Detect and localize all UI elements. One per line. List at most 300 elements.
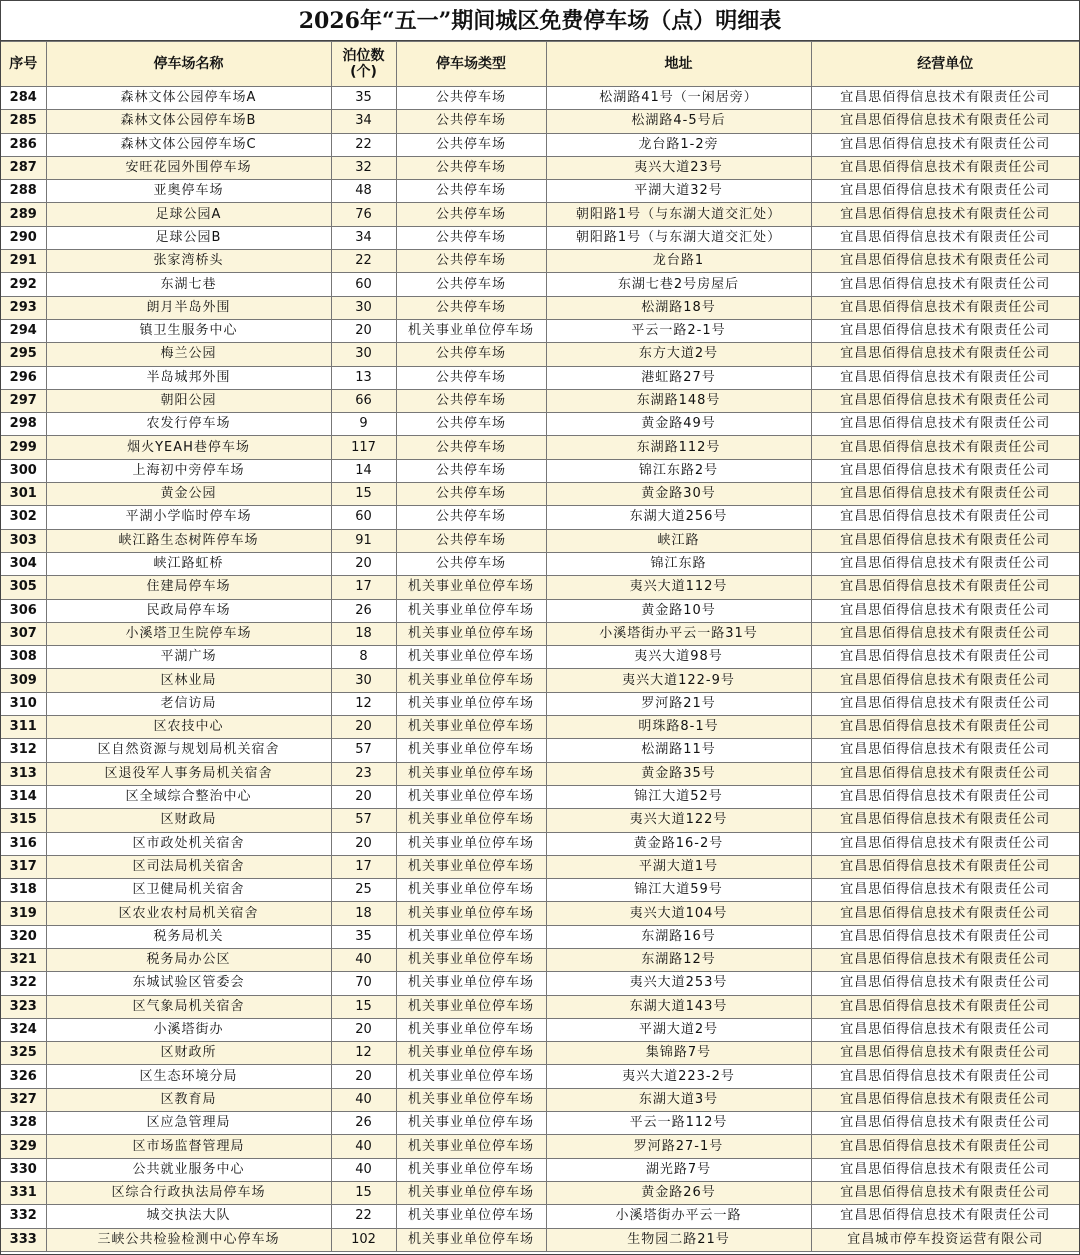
table-row — [1, 180, 1079, 203]
cell-spaces: 91 — [331, 529, 396, 552]
cell-operator: 宜昌思佰得信息技术有限责任公司 — [811, 809, 1079, 832]
cell-spaces: 26 — [331, 599, 396, 622]
cell-index: 303 — [1, 529, 46, 552]
table-row — [1, 459, 1079, 482]
cell-operator: 宜昌思佰得信息技术有限责任公司 — [811, 832, 1079, 855]
cell-name: 老信访局 — [46, 692, 331, 715]
table-row — [1, 156, 1079, 179]
cell-type: 机关事业单位停车场 — [396, 762, 546, 785]
cell-spaces: 48 — [331, 180, 396, 203]
table-row — [1, 529, 1079, 552]
cell-name: 镇卫生服务中心 — [46, 319, 331, 342]
cell-type: 机关事业单位停车场 — [396, 1065, 546, 1088]
cell-index: 310 — [1, 692, 46, 715]
table-row — [1, 669, 1079, 692]
cell-spaces: 32 — [331, 156, 396, 179]
cell-spaces: 57 — [331, 739, 396, 762]
cell-type: 机关事业单位停车场 — [396, 1088, 546, 1111]
cell-address: 锦江大道52号 — [546, 785, 811, 808]
table-row — [1, 646, 1079, 669]
table-row — [1, 1065, 1079, 1088]
cell-operator: 宜昌思佰得信息技术有限责任公司 — [811, 180, 1079, 203]
cell-operator: 宜昌思佰得信息技术有限责任公司 — [811, 389, 1079, 412]
cell-spaces: 30 — [331, 343, 396, 366]
cell-spaces: 40 — [331, 1158, 396, 1181]
cell-operator: 宜昌思佰得信息技术有限责任公司 — [811, 529, 1079, 552]
table-row — [1, 389, 1079, 412]
cell-index: 317 — [1, 855, 46, 878]
cell-type: 机关事业单位停车场 — [396, 716, 546, 739]
cell-address: 夷兴大道122号 — [546, 809, 811, 832]
cell-spaces: 66 — [331, 389, 396, 412]
cell-address: 小溪塔街办平云一路31号 — [546, 622, 811, 645]
cell-operator: 宜昌思佰得信息技术有限责任公司 — [811, 87, 1079, 110]
table-row — [1, 855, 1079, 878]
cell-operator: 宜昌思佰得信息技术有限责任公司 — [811, 459, 1079, 482]
cell-name: 区退役军人事务局机关宿舍 — [46, 762, 331, 785]
cell-type: 机关事业单位停车场 — [396, 995, 546, 1018]
cell-operator: 宜昌思佰得信息技术有限责任公司 — [811, 203, 1079, 226]
cell-type: 机关事业单位停车场 — [396, 925, 546, 948]
cell-index: 326 — [1, 1065, 46, 1088]
cell-index: 289 — [1, 203, 46, 226]
cell-address: 黄金路26号 — [546, 1181, 811, 1204]
cell-operator: 宜昌思佰得信息技术有限责任公司 — [811, 739, 1079, 762]
cell-type: 机关事业单位停车场 — [396, 576, 546, 599]
cell-index: 327 — [1, 1088, 46, 1111]
cell-address: 夷兴大道223-2号 — [546, 1065, 811, 1088]
cell-address: 松湖路11号 — [546, 739, 811, 762]
cell-type: 公共停车场 — [396, 529, 546, 552]
cell-operator: 宜昌思佰得信息技术有限责任公司 — [811, 1018, 1079, 1041]
cell-address: 夷兴大道253号 — [546, 972, 811, 995]
header-spaces — [331, 42, 396, 87]
table-row — [1, 506, 1079, 529]
cell-spaces: 15 — [331, 995, 396, 1018]
cell-address: 小溪塔街办平云一路 — [546, 1205, 811, 1228]
cell-address: 集锦路7号 — [546, 1042, 811, 1065]
cell-spaces: 12 — [331, 1042, 396, 1065]
table-row — [1, 576, 1079, 599]
cell-name: 区林业局 — [46, 669, 331, 692]
cell-address: 朝阳路1号（与东湖大道交汇处） — [546, 226, 811, 249]
cell-index: 323 — [1, 995, 46, 1018]
cell-spaces: 17 — [331, 576, 396, 599]
table-row — [1, 413, 1079, 436]
cell-spaces: 30 — [331, 296, 396, 319]
cell-index: 290 — [1, 226, 46, 249]
cell-name: 区市场监督管理局 — [46, 1135, 331, 1158]
cell-spaces: 22 — [331, 133, 396, 156]
cell-spaces: 34 — [331, 226, 396, 249]
cell-spaces: 20 — [331, 1065, 396, 1088]
cell-name: 朗月半岛外围 — [46, 296, 331, 319]
table-row — [1, 552, 1079, 575]
cell-operator: 宜昌思佰得信息技术有限责任公司 — [811, 879, 1079, 902]
cell-name: 峡江路生态树阵停车场 — [46, 529, 331, 552]
cell-name: 公共就业服务中心 — [46, 1158, 331, 1181]
cell-index: 315 — [1, 809, 46, 832]
cell-name: 区市政处机关宿舍 — [46, 832, 331, 855]
cell-spaces: 20 — [331, 716, 396, 739]
cell-type: 机关事业单位停车场 — [396, 599, 546, 622]
cell-spaces: 60 — [331, 506, 396, 529]
cell-type: 公共停车场 — [396, 459, 546, 482]
cell-type: 公共停车场 — [396, 87, 546, 110]
cell-address: 平云一路112号 — [546, 1112, 811, 1135]
cell-address: 龙台路1-2旁 — [546, 133, 811, 156]
cell-type: 公共停车场 — [396, 413, 546, 436]
cell-operator: 宜昌思佰得信息技术有限责任公司 — [811, 1042, 1079, 1065]
cell-type: 机关事业单位停车场 — [396, 622, 546, 645]
cell-name: 森林文体公园停车场A — [46, 87, 331, 110]
table-row — [1, 692, 1079, 715]
cell-spaces: 20 — [331, 785, 396, 808]
cell-spaces: 20 — [331, 1018, 396, 1041]
cell-spaces: 76 — [331, 203, 396, 226]
cell-name: 税务局机关 — [46, 925, 331, 948]
cell-index: 332 — [1, 1205, 46, 1228]
cell-address: 朝阳路1号（与东湖大道交汇处） — [546, 203, 811, 226]
table-row — [1, 226, 1079, 249]
cell-operator: 宜昌思佰得信息技术有限责任公司 — [811, 343, 1079, 366]
cell-index: 294 — [1, 319, 46, 342]
cell-name: 区农业农村局机关宿舍 — [46, 902, 331, 925]
table-row — [1, 622, 1079, 645]
table-row — [1, 133, 1079, 156]
cell-spaces: 40 — [331, 1135, 396, 1158]
cell-name: 区财政所 — [46, 1042, 331, 1065]
cell-operator: 宜昌思佰得信息技术有限责任公司 — [811, 646, 1079, 669]
cell-index: 305 — [1, 576, 46, 599]
cell-operator: 宜昌思佰得信息技术有限责任公司 — [811, 972, 1079, 995]
cell-index: 312 — [1, 739, 46, 762]
table-row — [1, 879, 1079, 902]
cell-type: 公共停车场 — [396, 506, 546, 529]
table-row — [1, 296, 1079, 319]
cell-operator: 宜昌思佰得信息技术有限责任公司 — [811, 1158, 1079, 1181]
cell-spaces: 20 — [331, 552, 396, 575]
cell-name: 峡江路虹桥 — [46, 552, 331, 575]
cell-index: 322 — [1, 972, 46, 995]
table-row — [1, 1042, 1079, 1065]
cell-name: 区气象局机关宿舍 — [46, 995, 331, 1018]
cell-type: 机关事业单位停车场 — [396, 739, 546, 762]
cell-type: 公共停车场 — [396, 110, 546, 133]
cell-name: 森林文体公园停车场C — [46, 133, 331, 156]
cell-type: 公共停车场 — [396, 366, 546, 389]
cell-operator: 宜昌城市停车投资运营有限公司 — [811, 1228, 1079, 1251]
table-row — [1, 87, 1079, 110]
cell-address: 锦江东路2号 — [546, 459, 811, 482]
cell-name: 农发行停车场 — [46, 413, 331, 436]
table-row — [1, 972, 1079, 995]
cell-address: 夷兴大道98号 — [546, 646, 811, 669]
table-row — [1, 716, 1079, 739]
cell-type: 机关事业单位停车场 — [396, 972, 546, 995]
cell-address: 松湖路4-5号后 — [546, 110, 811, 133]
cell-operator: 宜昌思佰得信息技术有限责任公司 — [811, 436, 1079, 459]
cell-type: 机关事业单位停车场 — [396, 646, 546, 669]
cell-address: 东方大道2号 — [546, 343, 811, 366]
cell-address: 罗河路21号 — [546, 692, 811, 715]
cell-operator: 宜昌思佰得信息技术有限责任公司 — [811, 1181, 1079, 1204]
cell-index: 300 — [1, 459, 46, 482]
cell-spaces: 20 — [331, 319, 396, 342]
cell-name: 城交执法大队 — [46, 1205, 331, 1228]
cell-index: 302 — [1, 506, 46, 529]
cell-index: 285 — [1, 110, 46, 133]
cell-address: 东湖路148号 — [546, 389, 811, 412]
cell-name: 平湖广场 — [46, 646, 331, 669]
cell-type: 公共停车场 — [396, 203, 546, 226]
cell-address: 松湖路41号（一闲居旁） — [546, 87, 811, 110]
cell-address: 港虹路27号 — [546, 366, 811, 389]
cell-name: 税务局办公区 — [46, 948, 331, 971]
cell-name: 区自然资源与规划局机关宿舍 — [46, 739, 331, 762]
cell-index: 311 — [1, 716, 46, 739]
cell-spaces: 17 — [331, 855, 396, 878]
cell-index: 328 — [1, 1112, 46, 1135]
cell-spaces: 22 — [331, 1205, 396, 1228]
cell-spaces: 8 — [331, 646, 396, 669]
cell-operator: 宜昌思佰得信息技术有限责任公司 — [811, 902, 1079, 925]
cell-operator: 宜昌思佰得信息技术有限责任公司 — [811, 552, 1079, 575]
table-row — [1, 1018, 1079, 1041]
cell-address: 夷兴大道104号 — [546, 902, 811, 925]
cell-address: 东湖路12号 — [546, 948, 811, 971]
cell-spaces: 70 — [331, 972, 396, 995]
cell-type: 公共停车场 — [396, 552, 546, 575]
cell-address: 黄金路16-2号 — [546, 832, 811, 855]
table-row — [1, 1181, 1079, 1204]
table-row — [1, 1205, 1079, 1228]
table-row — [1, 110, 1079, 133]
cell-operator: 宜昌思佰得信息技术有限责任公司 — [811, 366, 1079, 389]
cell-address: 松湖路18号 — [546, 296, 811, 319]
table-row — [1, 273, 1079, 296]
cell-type: 机关事业单位停车场 — [396, 692, 546, 715]
cell-name: 区全域综合整治中心 — [46, 785, 331, 808]
cell-index: 292 — [1, 273, 46, 296]
table-row — [1, 809, 1079, 832]
cell-type: 公共停车场 — [396, 483, 546, 506]
cell-type: 公共停车场 — [396, 389, 546, 412]
cell-index: 324 — [1, 1018, 46, 1041]
cell-index: 309 — [1, 669, 46, 692]
cell-address: 东湖路16号 — [546, 925, 811, 948]
cell-index: 313 — [1, 762, 46, 785]
cell-operator: 宜昌思佰得信息技术有限责任公司 — [811, 855, 1079, 878]
table-row — [1, 250, 1079, 273]
cell-spaces: 15 — [331, 483, 396, 506]
cell-type: 机关事业单位停车场 — [396, 1112, 546, 1135]
cell-name: 亚奥停车场 — [46, 180, 331, 203]
cell-name: 区综合行政执法局停车场 — [46, 1181, 331, 1204]
cell-name: 区教育局 — [46, 1088, 331, 1111]
cell-address: 锦江大道59号 — [546, 879, 811, 902]
cell-index: 321 — [1, 948, 46, 971]
cell-address: 平湖大道32号 — [546, 180, 811, 203]
cell-operator: 宜昌思佰得信息技术有限责任公司 — [811, 1065, 1079, 1088]
cell-spaces: 22 — [331, 250, 396, 273]
cell-spaces: 40 — [331, 1088, 396, 1111]
header-spaces-line2: (个) — [350, 64, 377, 80]
cell-type: 公共停车场 — [396, 343, 546, 366]
cell-name: 区应急管理局 — [46, 1112, 331, 1135]
cell-spaces: 14 — [331, 459, 396, 482]
cell-name: 民政局停车场 — [46, 599, 331, 622]
cell-operator: 宜昌思佰得信息技术有限责任公司 — [811, 483, 1079, 506]
cell-spaces: 35 — [331, 87, 396, 110]
cell-spaces: 57 — [331, 809, 396, 832]
table-row — [1, 1135, 1079, 1158]
cell-name: 安旺花园外围停车场 — [46, 156, 331, 179]
cell-spaces: 40 — [331, 948, 396, 971]
table-body — [1, 87, 1079, 1252]
table-row — [1, 366, 1079, 389]
cell-index: 286 — [1, 133, 46, 156]
cell-spaces: 60 — [331, 273, 396, 296]
table-header-row — [1, 42, 1079, 87]
cell-operator: 宜昌思佰得信息技术有限责任公司 — [811, 296, 1079, 319]
cell-operator: 宜昌思佰得信息技术有限责任公司 — [811, 669, 1079, 692]
cell-operator: 宜昌思佰得信息技术有限责任公司 — [811, 250, 1079, 273]
cell-index: 318 — [1, 879, 46, 902]
cell-name: 黄金公园 — [46, 483, 331, 506]
cell-address: 东湖大道3号 — [546, 1088, 811, 1111]
cell-operator: 宜昌思佰得信息技术有限责任公司 — [811, 1205, 1079, 1228]
cell-spaces: 13 — [331, 366, 396, 389]
header-index: 序号 — [1, 42, 46, 87]
cell-type: 公共停车场 — [396, 436, 546, 459]
cell-type: 机关事业单位停车场 — [396, 855, 546, 878]
cell-spaces: 20 — [331, 832, 396, 855]
cell-index: 316 — [1, 832, 46, 855]
cell-address: 东湖七巷2号房屋后 — [546, 273, 811, 296]
cell-index: 299 — [1, 436, 46, 459]
cell-type: 机关事业单位停车场 — [396, 879, 546, 902]
document-title: 2026年“五一”期间城区免费停车场（点）明细表 — [1, 1, 1079, 41]
cell-spaces: 34 — [331, 110, 396, 133]
cell-operator: 宜昌思佰得信息技术有限责任公司 — [811, 319, 1079, 342]
table-row — [1, 1088, 1079, 1111]
cell-name: 森林文体公园停车场B — [46, 110, 331, 133]
cell-operator: 宜昌思佰得信息技术有限责任公司 — [811, 1112, 1079, 1135]
table-row — [1, 1112, 1079, 1135]
table-row — [1, 203, 1079, 226]
header-operator: 经营单位 — [811, 42, 1079, 87]
cell-type: 机关事业单位停车场 — [396, 669, 546, 692]
table-row — [1, 739, 1079, 762]
cell-name: 区财政局 — [46, 809, 331, 832]
cell-index: 284 — [1, 87, 46, 110]
cell-address: 罗河路27-1号 — [546, 1135, 811, 1158]
cell-spaces: 12 — [331, 692, 396, 715]
cell-type: 公共停车场 — [396, 133, 546, 156]
cell-type: 机关事业单位停车场 — [396, 832, 546, 855]
cell-index: 314 — [1, 785, 46, 808]
cell-type: 机关事业单位停车场 — [396, 809, 546, 832]
cell-name: 小溪塔卫生院停车场 — [46, 622, 331, 645]
cell-type: 机关事业单位停车场 — [396, 1205, 546, 1228]
cell-operator: 宜昌思佰得信息技术有限责任公司 — [811, 692, 1079, 715]
cell-index: 320 — [1, 925, 46, 948]
cell-type: 公共停车场 — [396, 296, 546, 319]
cell-name: 东城试验区管委会 — [46, 972, 331, 995]
cell-name: 住建局停车场 — [46, 576, 331, 599]
cell-index: 304 — [1, 552, 46, 575]
cell-index: 297 — [1, 389, 46, 412]
cell-address: 锦江东路 — [546, 552, 811, 575]
cell-address: 平云一路2-1号 — [546, 319, 811, 342]
cell-name: 区生态环境分局 — [46, 1065, 331, 1088]
cell-spaces: 18 — [331, 622, 396, 645]
cell-spaces: 15 — [331, 1181, 396, 1204]
cell-index: 319 — [1, 902, 46, 925]
header-name: 停车场名称 — [46, 42, 331, 87]
cell-name: 区农技中心 — [46, 716, 331, 739]
cell-name: 上海初中旁停车场 — [46, 459, 331, 482]
cell-operator: 宜昌思佰得信息技术有限责任公司 — [811, 1088, 1079, 1111]
cell-index: 288 — [1, 180, 46, 203]
cell-type: 机关事业单位停车场 — [396, 1181, 546, 1204]
cell-name: 梅兰公园 — [46, 343, 331, 366]
cell-operator: 宜昌思佰得信息技术有限责任公司 — [811, 925, 1079, 948]
cell-operator: 宜昌思佰得信息技术有限责任公司 — [811, 599, 1079, 622]
cell-index: 329 — [1, 1135, 46, 1158]
cell-operator: 宜昌思佰得信息技术有限责任公司 — [811, 156, 1079, 179]
cell-type: 机关事业单位停车场 — [396, 902, 546, 925]
cell-address: 夷兴大道122-9号 — [546, 669, 811, 692]
table-row — [1, 785, 1079, 808]
cell-spaces: 23 — [331, 762, 396, 785]
cell-name: 区司法局机关宿舍 — [46, 855, 331, 878]
cell-spaces: 30 — [331, 669, 396, 692]
cell-type: 公共停车场 — [396, 250, 546, 273]
table-row — [1, 948, 1079, 971]
cell-name: 区卫健局机关宿舍 — [46, 879, 331, 902]
cell-operator: 宜昌思佰得信息技术有限责任公司 — [811, 273, 1079, 296]
cell-index: 330 — [1, 1158, 46, 1181]
cell-address: 东湖路112号 — [546, 436, 811, 459]
cell-address: 黄金路30号 — [546, 483, 811, 506]
cell-operator: 宜昌思佰得信息技术有限责任公司 — [811, 1135, 1079, 1158]
cell-address: 黄金路35号 — [546, 762, 811, 785]
table-row — [1, 832, 1079, 855]
cell-operator: 宜昌思佰得信息技术有限责任公司 — [811, 716, 1079, 739]
cell-index: 296 — [1, 366, 46, 389]
cell-type: 公共停车场 — [396, 180, 546, 203]
cell-address: 生物园二路21号 — [546, 1228, 811, 1251]
cell-operator: 宜昌思佰得信息技术有限责任公司 — [811, 948, 1079, 971]
cell-spaces: 26 — [331, 1112, 396, 1135]
cell-operator: 宜昌思佰得信息技术有限责任公司 — [811, 110, 1079, 133]
cell-spaces: 35 — [331, 925, 396, 948]
cell-address: 东湖大道143号 — [546, 995, 811, 1018]
table-row — [1, 1228, 1079, 1251]
parking-table — [1, 41, 1079, 1252]
cell-address: 东湖大道256号 — [546, 506, 811, 529]
header-type: 停车场类型 — [396, 42, 546, 87]
cell-name: 足球公园B — [46, 226, 331, 249]
cell-index: 325 — [1, 1042, 46, 1065]
cell-index: 287 — [1, 156, 46, 179]
cell-operator: 宜昌思佰得信息技术有限责任公司 — [811, 506, 1079, 529]
cell-operator: 宜昌思佰得信息技术有限责任公司 — [811, 762, 1079, 785]
cell-type: 机关事业单位停车场 — [396, 1135, 546, 1158]
cell-spaces: 102 — [331, 1228, 396, 1251]
